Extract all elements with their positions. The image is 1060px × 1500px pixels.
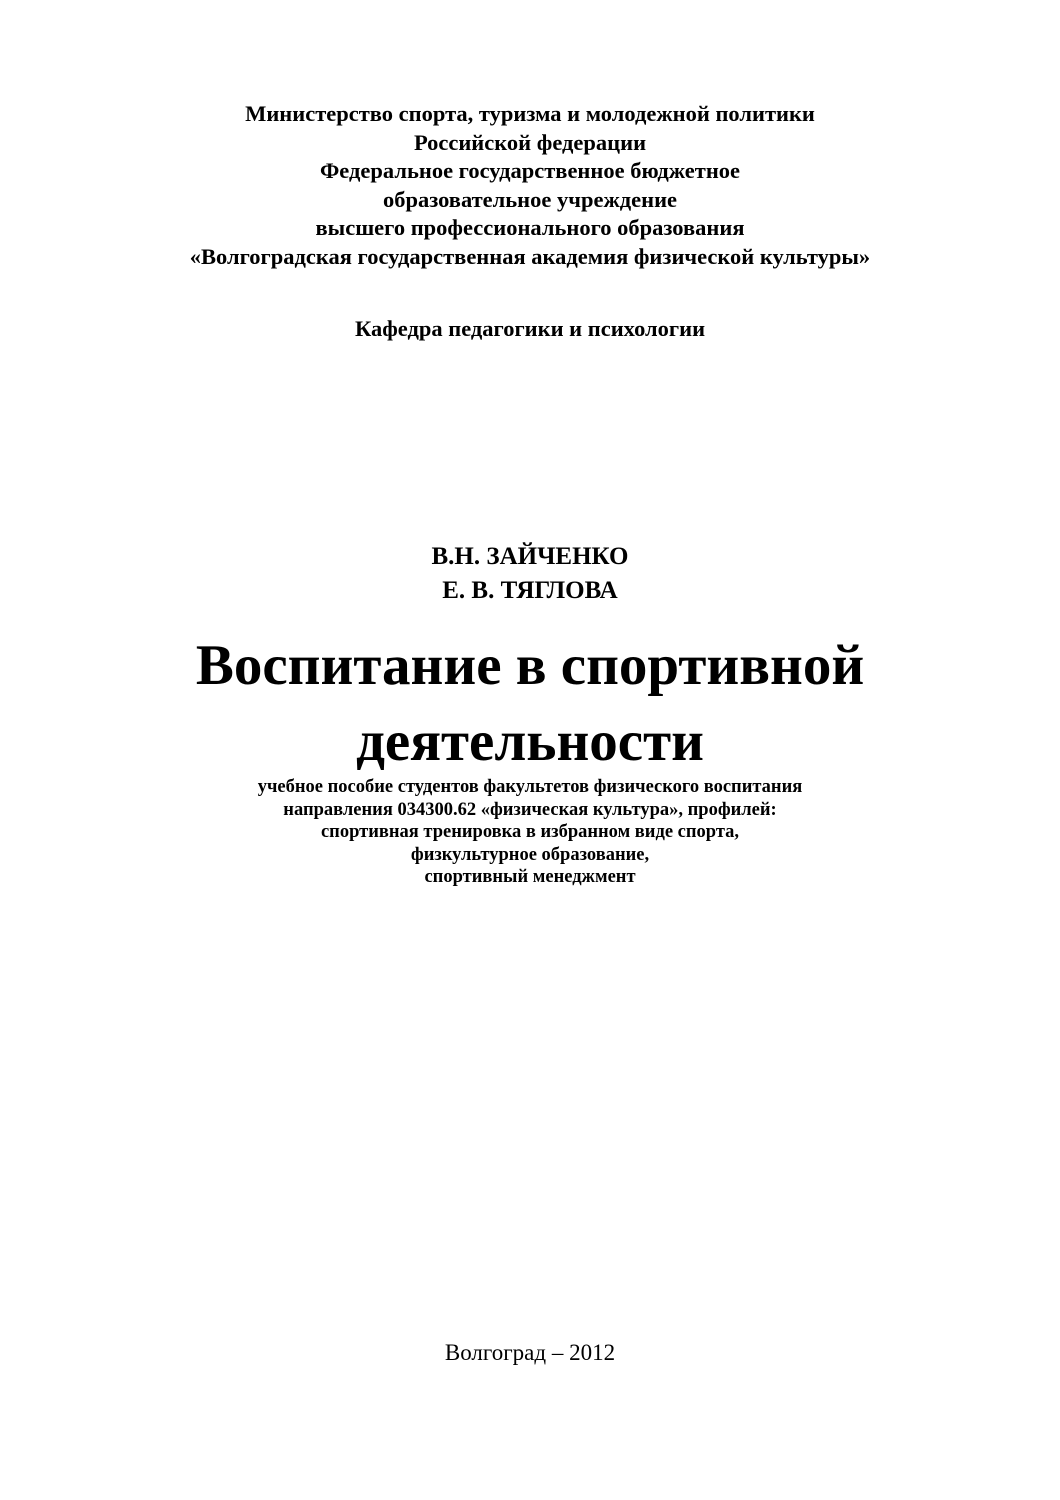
authors bbox=[0, 540, 1060, 608]
subtitle-line: учебное пособие студентов факультетов физического воспитания bbox=[257, 777, 803, 797]
subtitle-line: физкультурное образование, bbox=[410, 844, 650, 865]
author-name: Е. В. ТЯГЛОВА bbox=[442, 577, 618, 604]
subtitle-line: спортивный менеджмент bbox=[424, 867, 636, 887]
document-title bbox=[0, 628, 1060, 780]
ministry-line: Министерство спорта, туризма и молодежной политики bbox=[245, 101, 815, 126]
federation-line: Российской федерации bbox=[413, 129, 647, 155]
academy-name-line: «Волгоградская государственная академия физической культуры» bbox=[189, 243, 871, 269]
subtitle-line: направления 034300.62 «физическая культура», профилей: bbox=[283, 799, 777, 820]
document-subtitle bbox=[0, 776, 1060, 889]
author-name: В.Н. ЗАЙЧЕНКО bbox=[431, 543, 629, 570]
institution-type-line: Федеральное государственное бюджетное bbox=[319, 158, 741, 183]
education-level-line: высшего профессионального образования bbox=[315, 215, 745, 240]
organization-header bbox=[0, 100, 1060, 271]
title-line: Воспитание в спортивной bbox=[195, 634, 865, 697]
institution-type-line-2: образовательное учреждение bbox=[382, 186, 678, 212]
subtitle-line: спортивная тренировка в избранном виде спорта, bbox=[320, 822, 740, 842]
place-and-year: Волгоград – 2012 bbox=[444, 1340, 616, 1365]
title-line: деятельности bbox=[356, 710, 704, 773]
department-name: Кафедра педагогики и психологии bbox=[354, 316, 706, 341]
